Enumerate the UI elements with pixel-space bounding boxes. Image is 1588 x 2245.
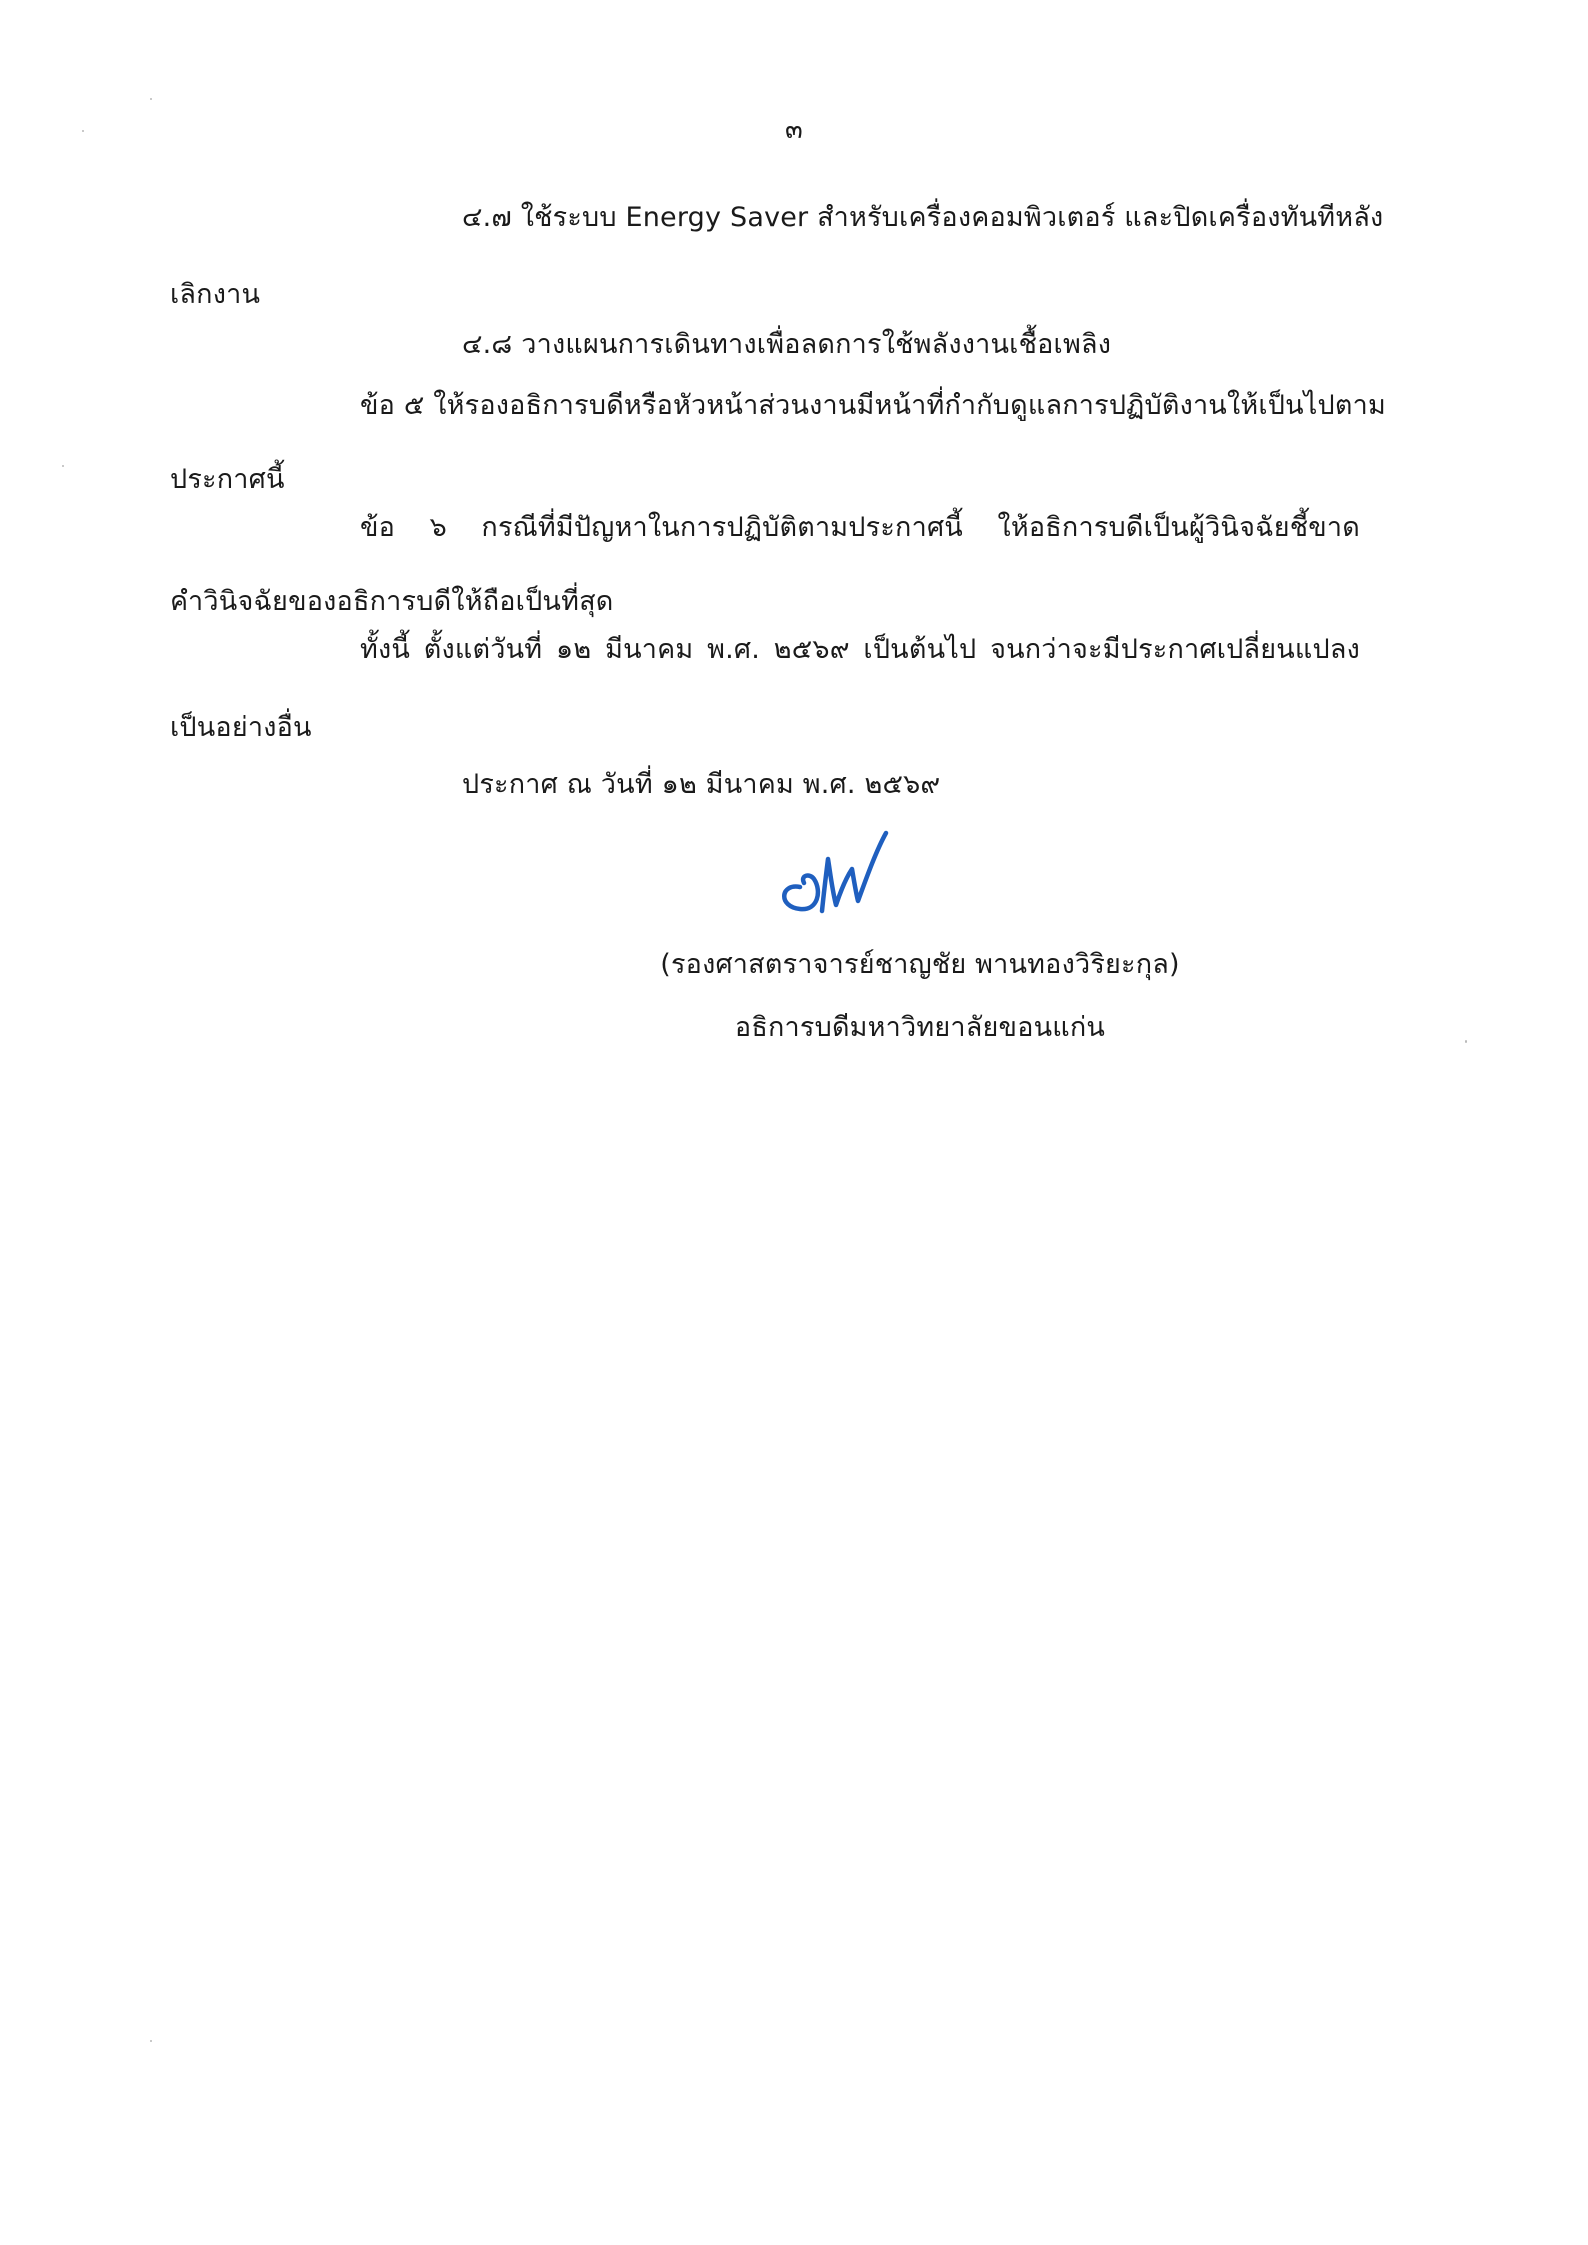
clause-5-line-2: ประกาศนี้ bbox=[170, 464, 285, 495]
paragraph-4-7-line-2: เลิกงาน bbox=[170, 279, 261, 310]
clause-5-line-1: ข้อ ๕ ให้รองอธิการบดีหรือหัวหน้าส่วนงานมีหน้าที่กำกับดูแลการปฏิบัติงานให้เป็นไปตาม bbox=[360, 390, 1386, 421]
signature-image bbox=[770, 825, 900, 920]
scan-speck bbox=[62, 465, 64, 467]
paragraph-4-7-line-1: ๔.๗ ใช้ระบบ Energy Saver สำหรับเครื่องคอมพิวเตอร์ และปิดเครื่องทันทีหลัง bbox=[462, 202, 1384, 233]
signatory-name: (รองศาสตราจารย์ชาญชัย พานทองวิริยะกุล) bbox=[660, 949, 1180, 980]
scan-speck bbox=[150, 98, 152, 100]
announcement-date: ประกาศ ณ วันที่ ๑๒ มีนาคม พ.ศ. ๒๕๖๙ bbox=[462, 769, 941, 800]
clause-6-line-2: คำวินิจฉัยของอธิการบดีให้ถือเป็นที่สุด bbox=[170, 586, 614, 617]
page-number: ๓ bbox=[785, 115, 803, 145]
effective-date-line-1: ทั้งนี้ ตั้งแต่วันที่ ๑๒ มีนาคม พ.ศ. ๒๕๖๙ เป็นต้นไป จนกว่าจะมีประกาศเปลี่ยนแปลง bbox=[360, 634, 1360, 665]
scan-speck bbox=[1465, 1040, 1467, 1043]
clause-6-line-1: ข้อ ๖ กรณีที่มีปัญหาในการปฏิบัติตามประกาศนี้ ให้อธิการบดีเป็นผู้วินิจฉัยชี้ขาด bbox=[360, 512, 1360, 543]
signatory-title: อธิการบดีมหาวิทยาลัยขอนแก่น bbox=[734, 1012, 1106, 1043]
scan-speck bbox=[150, 2040, 152, 2042]
paragraph-4-8: ๔.๘ วางแผนการเดินทางเพื่อลดการใช้พลังงานเชื้อเพลิง bbox=[462, 329, 1112, 360]
effective-date-line-2: เป็นอย่างอื่น bbox=[170, 712, 312, 743]
